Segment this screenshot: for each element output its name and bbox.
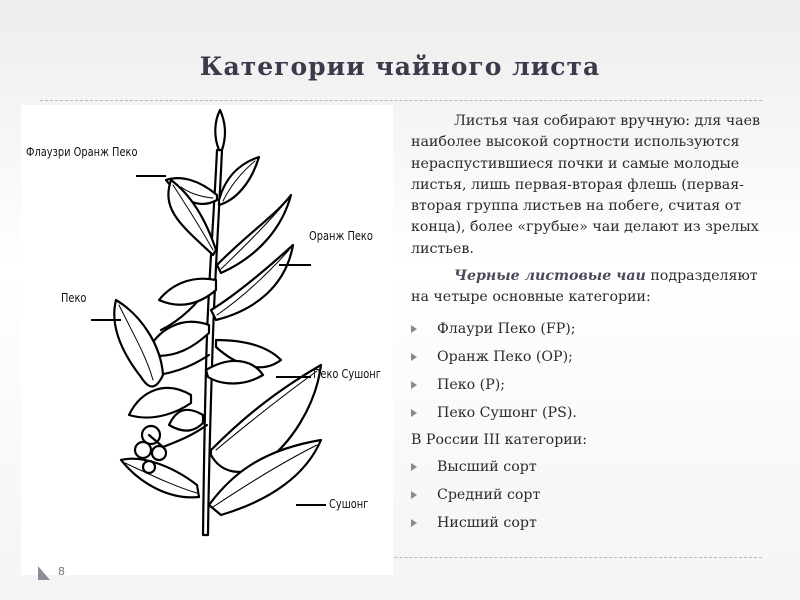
slide-title: Категории чайного листа <box>199 52 601 81</box>
tea-plant-illustration <box>21 105 393 575</box>
slide-number: 8 <box>58 565 65 578</box>
label-orange-pekoe: Оранж Пеко <box>309 229 373 243</box>
bullet-arrow-icon <box>411 325 417 333</box>
list-item: Оранж Пеко (OP); <box>411 343 763 371</box>
label-pekoe-souchong: Пеко Сушонг <box>313 367 381 381</box>
bullet-arrow-icon <box>411 409 417 417</box>
bullet-arrow-icon <box>411 353 417 361</box>
title-divider <box>40 100 762 101</box>
list-item: Нисший сорт <box>411 509 763 537</box>
intro-paragraph: Листья чая собирают вручную: для чаев наиболее высокой сортности используются нераспустившиеся почки и самые молодые листья, лишь первая-вторая флешь (первая-вторая группа листьев на побеге, считая от конца), более «грубые» чаи делают из зрелых листьев. <box>411 113 760 257</box>
category-list <box>411 315 763 427</box>
list-item: Пеко (P); <box>411 371 763 399</box>
label-flowery-orange-pekoe: Флаузри Оранж Пеко <box>26 145 138 159</box>
russia-intro: В России III категории: <box>411 431 587 448</box>
bullet-arrow-icon <box>411 463 417 471</box>
categories-intro <box>411 266 763 309</box>
black-tea-emphasis: Черные листовые чаи <box>454 268 646 285</box>
description-column <box>411 111 763 537</box>
label-pekoe: Пеко <box>61 291 87 305</box>
categories-intro-rest: подразделяют на четыре основные категории: <box>411 268 758 306</box>
bullet-arrow-icon <box>411 491 417 499</box>
list-item: Высший сорт <box>411 453 763 481</box>
russia-grade-list <box>411 453 763 537</box>
label-souchong: Сушонг <box>329 497 369 511</box>
list-item: Средний сорт <box>411 481 763 509</box>
bullet-arrow-icon <box>411 519 417 527</box>
list-item: Флаури Пеко (FP); <box>411 315 763 343</box>
corner-arrow-icon <box>38 566 50 580</box>
bullet-arrow-icon <box>411 381 417 389</box>
list-item: Пеко Сушонг (PS). <box>411 399 763 427</box>
